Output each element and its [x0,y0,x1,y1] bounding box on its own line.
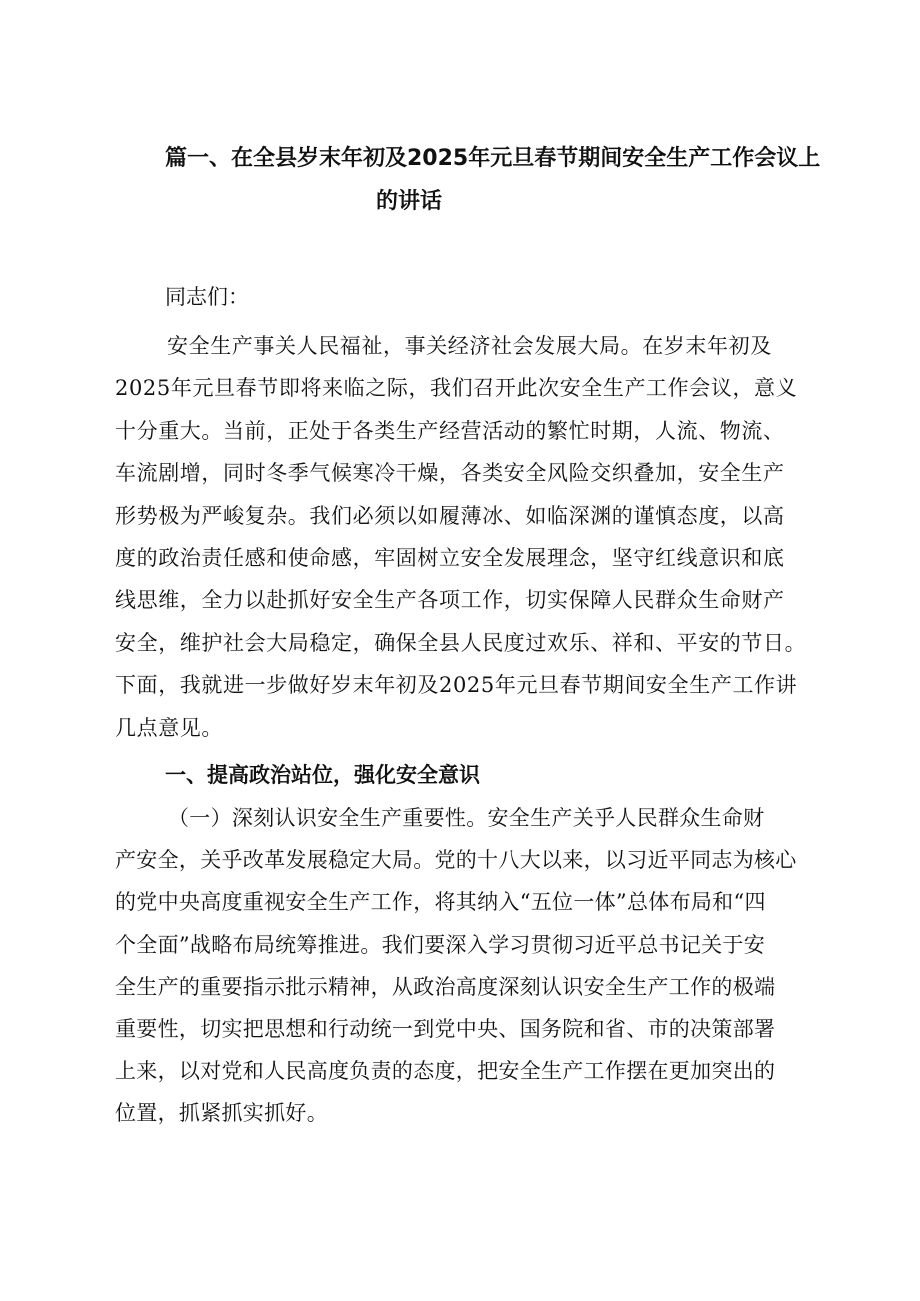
paragraph-line: 的党中央高度重视安全生产工作，将其纳入“五位一体”总体布局和“四 [115,890,766,915]
paragraph-line: 下面，我就进一步做好岁末年初及2025年元旦春节期间安全生产工作讲 [115,673,798,698]
section-heading-1: 一、提高政治站位，强化安全意识 [165,763,480,787]
paragraph-line: 度的政治责任感和使命感，牢固树立安全发展理念，坚守红线意识和底 [115,546,785,571]
paragraph-line: 全生产的重要指示批示精神，从政治高度深刻认识安全生产工作的极端 [115,974,776,999]
document-title [165,142,855,219]
title-line-1: 篇一、在全县岁末年初及2025年元旦春节期间安全生产工作会议上 [165,146,821,171]
paragraph-line: 安全，维护社会大局稳定，确保全县人民度过欢乐、祥和、平安的节日。 [115,630,807,655]
paragraph-line: 线思维，全力以赴抓好安全生产各项工作，切实保障人民群众生命财产 [115,588,785,613]
paragraph-line: 十分重大。当前，正处于各类生产经营活动的繁忙时期，人流、物流、 [115,418,785,443]
paragraph-line: 个全面”战略布局统筹推进。我们要深入学习贯彻习近平总书记关于安 [115,932,766,957]
paragraph-intro [115,325,815,749]
paragraph-line: 重要性，切实把思想和行动统一到党中央、国务院和省、市的决策部署 [115,1017,776,1042]
paragraph-line: 上来，以对党和人民高度负责的态度，把安全生产工作摆在更加突出的 [115,1059,776,1084]
paragraph-line: 安全生产事关人民福祉，事关经济社会发展大局。在岁末年初及 [167,334,772,358]
paragraph-section-1-1 [115,797,815,1135]
paragraph-line: 车流剧增，同时冬季气候寒冷干燥，各类安全风险交织叠加，安全生产 [115,461,785,486]
paragraph-line: 几点意见。 [115,715,223,740]
greeting: 同志们： [165,285,249,309]
paragraph-line: 2025年元旦春节即将来临之际，我们召开此次安全生产工作会议，意义 [115,376,798,401]
paragraph-line: 形势极为严峻复杂。我们必须以如履薄冰、如临深渊的谨慎态度，以高 [115,503,785,528]
paragraph-line: 位置，抓紧抓实抓好。 [115,1101,328,1126]
title-line-2: 的讲话 [376,189,443,214]
paragraph-line: 产安全，关乎改革发展稳定大局。党的十八大以来，以习近平同志为核心 [115,848,797,873]
paragraph-line: （一）深刻认识安全生产重要性。安全生产关乎人民群众生命财 [168,806,765,830]
